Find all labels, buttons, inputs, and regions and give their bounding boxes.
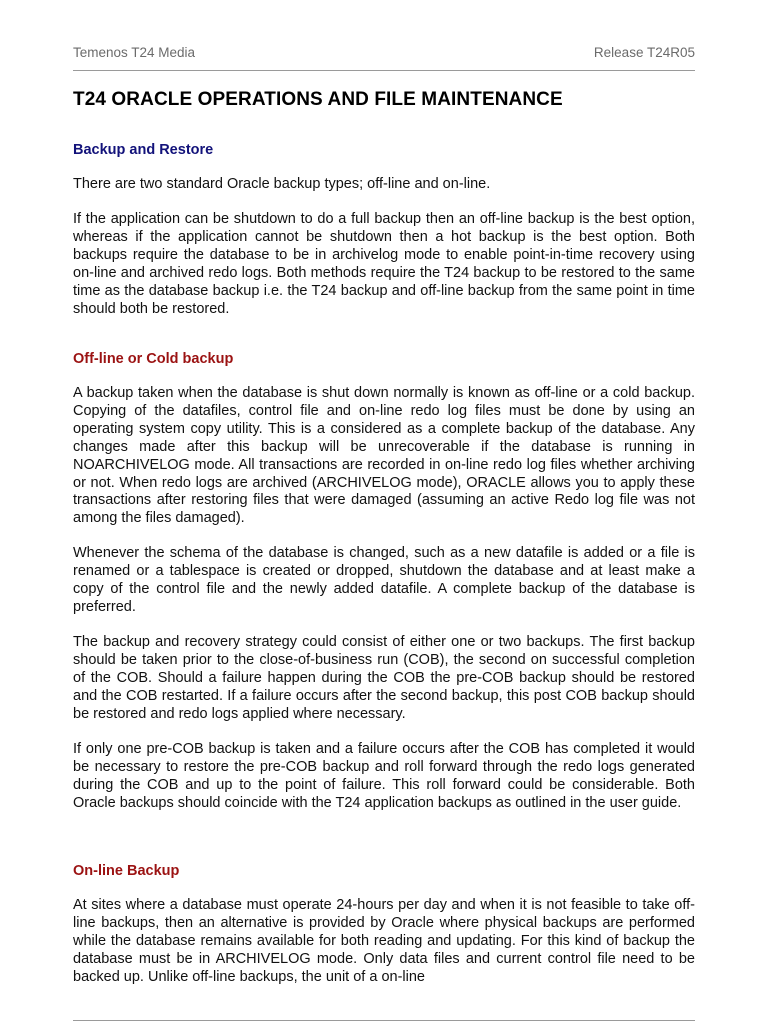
paragraph-backup-strategy: The backup and recovery strategy could consist of either one or two backups. The first backup should be taken prior to the close-of-business run (COB), the second on successful completion of the COB. Should a failure happen during the COB the pre-COB backup should be restored and the COB restarted. If a failure occurs after the second backup, this post COB backup should be restored and redo logs applied where necessary. xyxy=(73,634,695,722)
footer-divider xyxy=(73,1020,695,1021)
paragraph-schema-change: Whenever the schema of the database is changed, such as a new datafile is added or a file is renamed or a tablespace is created or dropped, shutdown the database and at least make a copy of the control file and the newly added datafile. A complete backup of the database is preferred. xyxy=(73,545,695,615)
header-release: Release T24R05 xyxy=(593,45,695,60)
page-header xyxy=(73,45,695,60)
paragraph-backup-types: There are two standard Oracle backup types; off-line and on-line. xyxy=(73,176,491,192)
paragraph-offline-definition: A backup taken when the database is shut down normally is known as off-line or a cold backup. Copying of the datafiles, control file and on-line redo log files must be done by using an operating system copy utility. This is a considered as a complete backup of the database. Any changes made after this backup will be unrecoverable if the database is running in NOARCHIVELOG mode. All transactions are recorded in on-line redo log files whether archiving or not. When redo logs are archived (ARCHIVELOG mode), ORACLE allows you to apply these transactions after restoring files that were damaged (assuming an active Redo log file was not among the files damaged). xyxy=(73,385,695,527)
section-heading-online: On-line Backup xyxy=(73,863,180,879)
section-heading-offline: Off-line or Cold backup xyxy=(73,351,234,367)
paragraph-backup-options: If the application can be shutdown to do a full backup then an off-line backup is the best option, whereas if the application cannot be shutdown then a hot backup is the best option. Both backups require the database to be in archivelog mode to enable point-in-time recovery using on-line and archived redo logs. Both methods require the T24 backup to be restored to the same time as the database backup i.e. the T24 backup and off-line backup from the same point in time should both be restored. xyxy=(73,211,695,317)
section-heading-backup-restore: Backup and Restore xyxy=(73,142,214,158)
document-title: T24 ORACLE OPERATIONS AND FILE MAINTENANCE xyxy=(73,89,563,110)
header-publisher: Temenos T24 Media xyxy=(73,45,196,60)
header-divider xyxy=(73,70,695,71)
paragraph-pre-cob-backup: If only one pre-COB backup is taken and a failure occurs after the COB has completed it would be necessary to restore the pre-COB backup and roll forward through the redo logs generated during the COB and up to the point of failure. This roll forward could be considerable. Both Oracle backups should coincide with the T24 application backups as outlined in the user guide. xyxy=(73,741,695,811)
paragraph-online-backup: At sites where a database must operate 24-hours per day and when it is not feasible to take off-line backups, then an alternative is provided by Oracle where physical backups are performed while the database remains available for both reading and updating. For this kind of backup the database must be in ARCHIVELOG mode. Only data files and current control file need to be backed up. Unlike off-line backups, the unit of a on-line xyxy=(73,897,695,985)
